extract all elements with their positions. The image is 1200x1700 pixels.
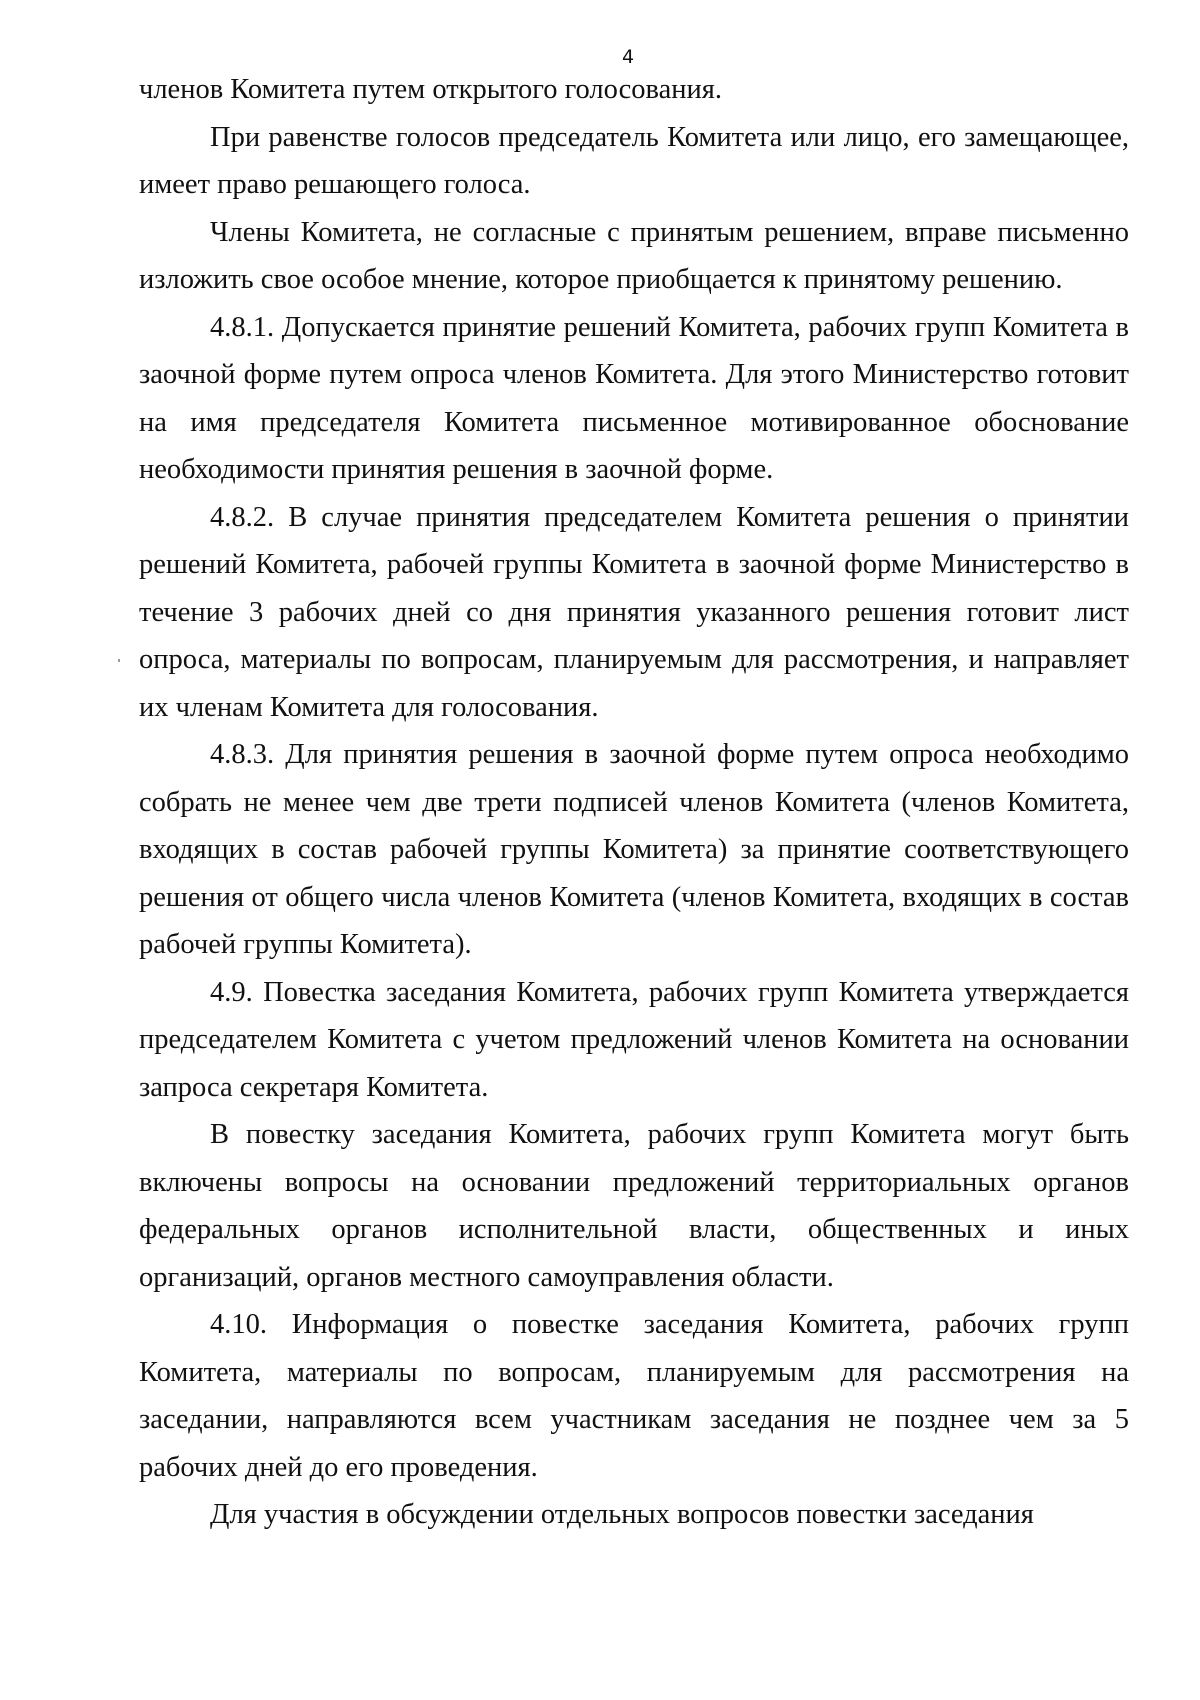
paragraph-4-8-1: 4.8.1. Допускается принятие решений Комитета, рабочих групп Комитета в заочной форме путем опроса членов Комитета. Для этого Министерство готовит на имя председателя Комитета письменное мотивированное обоснование необходимости принятия решения в заочной форме. — [139, 311, 1129, 485]
paragraph-tie-vote: При равенстве голосов председатель Комитета или лицо, его замещающее, имеет право решающего голоса. — [139, 121, 1129, 200]
paragraph-participation: Для участия в обсуждении отдельных вопросов повестки заседания — [210, 1499, 1034, 1530]
paragraph-dissenting-opinion: Члены Комитета, не согласные с принятым решением, вправе письменно изложить свое особое мнение, которое приобщается к принятому решению. — [139, 216, 1129, 295]
scan-artifact — [118, 659, 120, 662]
paragraph-4-10: 4.10. Информация о повестке заседания Комитета, рабочих групп Комитета, материалы по вопросам, планируемым для рассмотрения на заседании, направляются всем участникам заседания не позднее чем за 5 рабочих дней до его проведения. — [139, 1309, 1129, 1483]
paragraph-4-8-2: 4.8.2. В случае принятия председателем Комитета решения о принятии решений Комитета, рабочей группы Комитета в заочной форме Министерство в течение 3 рабочих дней со дня принятия указанного решения готовит лист опроса, материалы по вопросам, планируемым для рассмотрения, и направляет их членам Комитета для голосования. — [139, 501, 1129, 723]
paragraph-4-9: 4.9. Повестка заседания Комитета, рабочих групп Комитета утверждается председателем Комитета с учетом предложений членов Комитета на основании запроса секретаря Комитета. — [139, 976, 1129, 1103]
paragraph-agenda-questions: В повестку заседания Комитета, рабочих групп Комитета могут быть включены вопросы на основании предложений территориальных органов федеральных органов исполнительной власти, общественных и иных организаций, органов местного самоуправления области. — [139, 1119, 1129, 1293]
paragraph-4-8-3: 4.8.3. Для принятия решения в заочной форме путем опроса необходимо собрать не менее чем две трети подписей членов Комитета (членов Комитета, входящих в состав рабочей группы Комитета) за принятие соответствующего решения от общего числа членов Комитета (членов Комитета, входящих в состав рабочей группы Комитета). — [139, 739, 1129, 960]
page-number: 4 — [621, 46, 635, 68]
paragraph-continuation: членов Комитета путем открытого голосования. — [139, 74, 722, 105]
document-body — [139, 66, 1129, 1539]
